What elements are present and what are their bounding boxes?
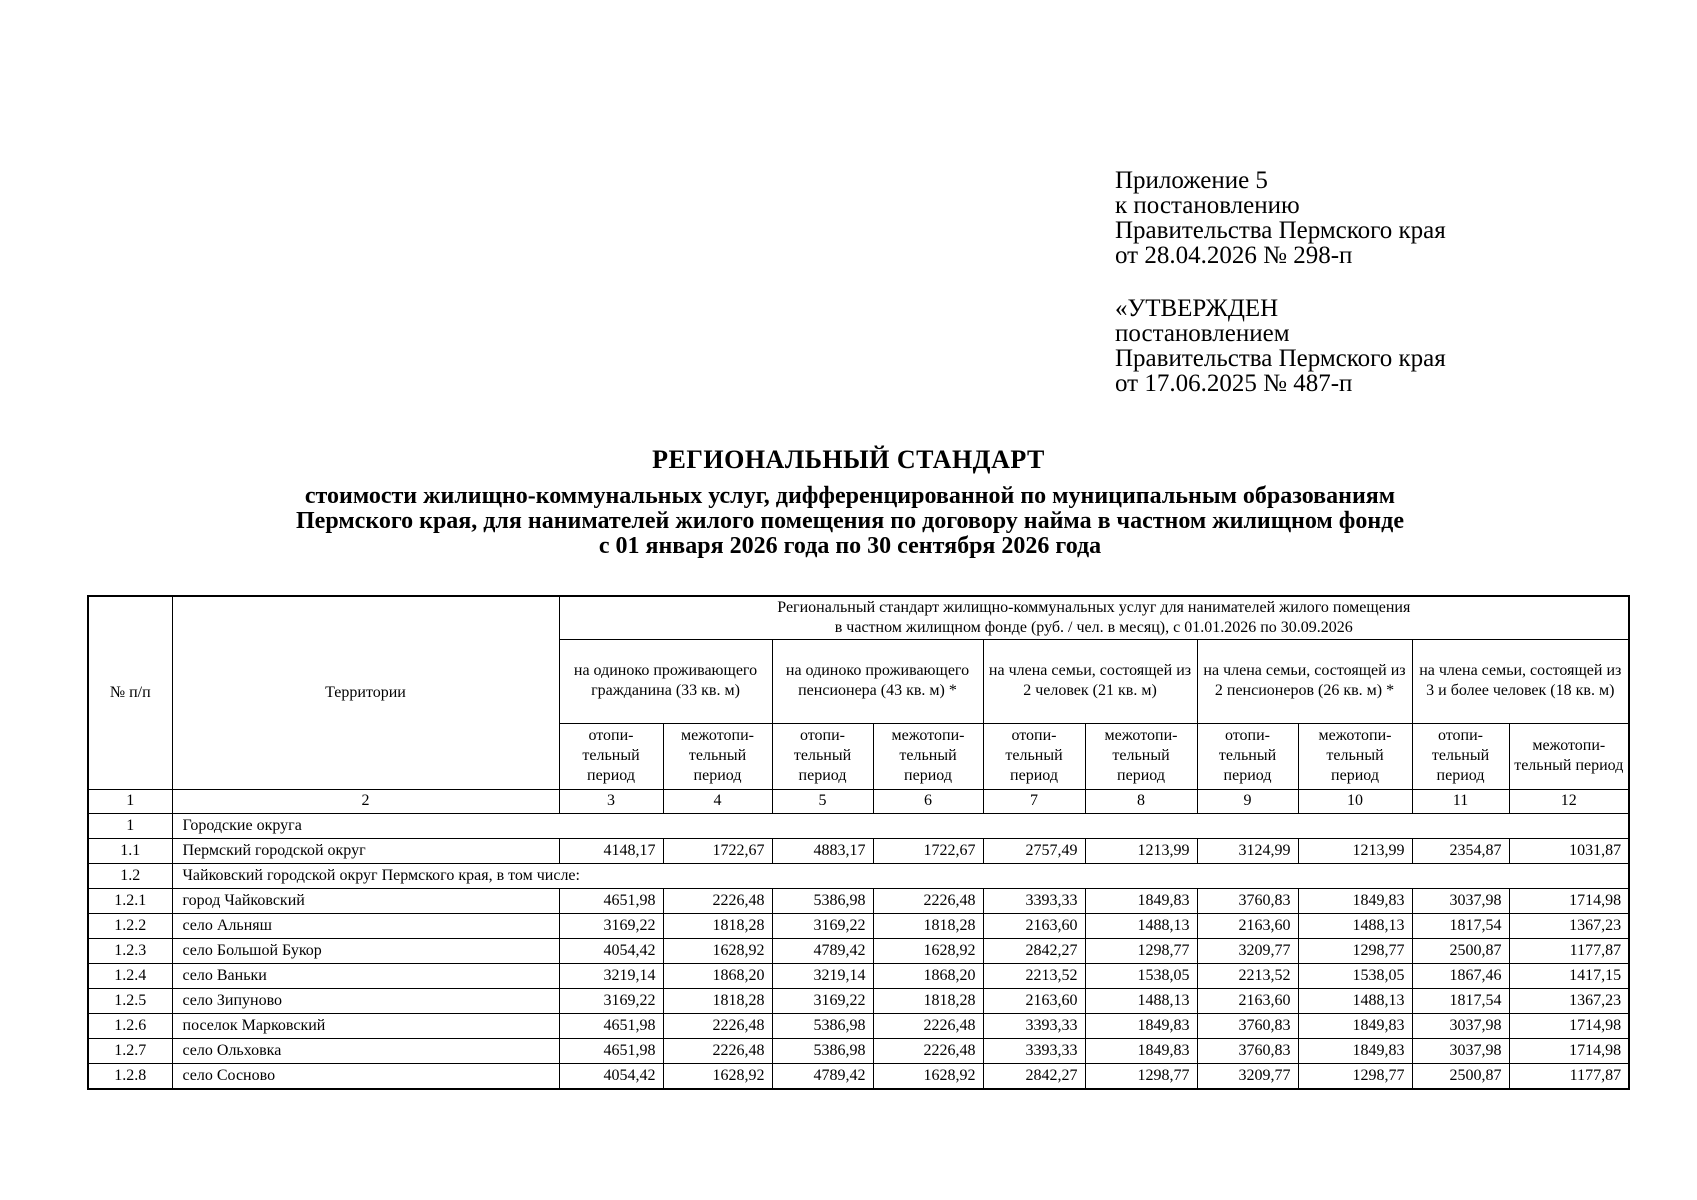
subtitle-line: с 01 января 2026 года по 30 сентября 2026 года [598,533,1102,559]
row-value: 2842,27 [983,938,1085,963]
row-no: 1.1 [88,838,172,863]
column-number: 1 [88,789,172,813]
row-value: 4148,17 [559,838,663,863]
approved-line: от 17.06.2025 № 487-п [1115,370,1353,397]
column-number: 3 [559,789,663,813]
row-value: 3209,77 [1197,938,1298,963]
row-value: 3219,14 [559,963,663,988]
header-group-title-line: Региональный стандарт жилищно-коммунальных услуг для нанимателей жилого помещения [777,598,1411,616]
row-value: 3169,22 [772,988,873,1013]
header-category: на одиноко проживающего пенсионера (43 кв. м) * [772,639,983,723]
approved-block [1115,296,1446,396]
row-value: 3219,14 [772,963,873,988]
row-value: 4651,98 [559,888,663,913]
row-value: 3393,33 [983,1038,1085,1063]
row-value: 1868,20 [873,963,983,988]
row-value: 1213,99 [1085,838,1197,863]
row-territory: село Большой Букор [172,938,559,963]
row-no: 1.2.2 [88,913,172,938]
row-value: 1628,92 [873,1063,983,1089]
row-value: 1722,67 [663,838,772,863]
row-value: 4054,42 [559,938,663,963]
header-nonheating-period: межотопи-тельный период [873,723,983,789]
subtitle-line: Пермского края, для нанимателей жилого помещения по договору найма в частном жилищном фонде [296,508,1404,534]
table-row [88,863,1629,888]
section-name: Городские округа [172,813,1629,838]
column-number: 7 [983,789,1085,813]
row-value: 2842,27 [983,1063,1085,1089]
row-value: 1849,83 [1298,1013,1412,1038]
row-value: 3209,77 [1197,1063,1298,1089]
row-value: 3393,33 [983,888,1085,913]
row-value: 1818,28 [873,913,983,938]
row-value: 1714,98 [1509,1038,1629,1063]
header-group-title [559,596,1629,639]
header-nonheating-period: межотопи-тельный период [1298,723,1412,789]
row-value: 1213,99 [1298,838,1412,863]
table-row [88,888,1629,913]
header-territory: Территории [172,596,559,789]
row-value: 2226,48 [663,888,772,913]
row-value: 3760,83 [1197,888,1298,913]
row-value: 1817,54 [1412,913,1509,938]
column-number: 2 [172,789,559,813]
row-value: 2163,60 [1197,988,1298,1013]
row-no: 1.2.5 [88,988,172,1013]
approved-line: «УТВЕРЖДЕН [1115,295,1279,322]
row-value: 2226,48 [663,1038,772,1063]
row-value: 1722,67 [873,838,983,863]
header-heating-period: отопи-тельный период [1197,723,1298,789]
row-value: 3393,33 [983,1013,1085,1038]
row-value: 2213,52 [1197,963,1298,988]
row-value: 1849,83 [1298,888,1412,913]
row-value: 1298,77 [1298,1063,1412,1089]
header-category: на члена семьи, состоящей из 2 человек (21 кв. м) [983,639,1197,723]
table-row [88,838,1629,863]
row-value: 3169,22 [559,913,663,938]
row-value: 1538,05 [1298,963,1412,988]
row-no: 1.2.6 [88,1013,172,1038]
row-value: 1714,98 [1509,1013,1629,1038]
row-value: 3124,99 [1197,838,1298,863]
header-heating-period: отопи-тельный период [1412,723,1509,789]
column-number: 5 [772,789,873,813]
column-number: 10 [1298,789,1412,813]
row-value: 2500,87 [1412,938,1509,963]
row-no: 1.2 [88,863,172,888]
header-heating-period: отопи-тельный период [559,723,663,789]
section-no: 1 [88,813,172,838]
row-value: 2163,60 [983,988,1085,1013]
row-value: 5386,98 [772,888,873,913]
row-value: 2226,48 [663,1013,772,1038]
row-value: 4054,42 [559,1063,663,1089]
header-category: на члена семьи, состоящей из 3 и более человек (18 кв. м) [1412,639,1629,723]
document-title: РЕГИОНАЛЬНЫЙ СТАНДАРТ [652,445,1045,474]
table-row [88,938,1629,963]
row-value: 4651,98 [559,1038,663,1063]
row-value: 2213,52 [983,963,1085,988]
row-value: 4789,42 [772,938,873,963]
column-number: 8 [1085,789,1197,813]
row-value: 3037,98 [1412,888,1509,913]
subtitle-line: стоимости жилищно-коммунальных услуг, дифференцированной по муниципальным образованиям [304,483,1396,509]
row-value: 1298,77 [1085,938,1197,963]
header-no: № п/п [88,596,172,789]
table-row [88,1063,1629,1089]
row-value: 1849,83 [1298,1038,1412,1063]
header-nonheating-period: межотопи-тельный период [1509,723,1629,789]
row-value: 3169,22 [772,913,873,938]
row-no: 1.2.3 [88,938,172,963]
row-value: 1818,28 [663,988,772,1013]
row-territory: село Ваньки [172,963,559,988]
row-value: 1868,20 [663,963,772,988]
header-group-title-line: в частном жилищном фонде (руб. / чел. в месяц), с 01.01.2026 по 30.09.2026 [834,618,1353,636]
row-value: 4789,42 [772,1063,873,1089]
appendix-block [1115,168,1446,396]
column-number: 9 [1197,789,1298,813]
document-subtitle [150,484,1550,559]
row-value: 1417,15 [1509,963,1629,988]
row-territory: село Сосново [172,1063,559,1089]
header-category: на одиноко проживающего гражданина (33 кв. м) [559,639,772,723]
standard-table [87,595,1630,1090]
row-value: 1849,83 [1085,1038,1197,1063]
table-row [88,1013,1629,1038]
row-value: 1818,28 [873,988,983,1013]
row-value: 1849,83 [1085,1013,1197,1038]
row-value: 2226,48 [873,1038,983,1063]
row-value: 3760,83 [1197,1038,1298,1063]
row-value: 2226,48 [873,1013,983,1038]
row-value: 1538,05 [1085,963,1197,988]
row-territory: Пермский городской округ [172,838,559,863]
row-value: 3037,98 [1412,1038,1509,1063]
row-territory: Чайковский городской округ Пермского края, в том числе: [172,863,1629,888]
row-no: 1.2.8 [88,1063,172,1089]
row-value: 1488,13 [1085,988,1197,1013]
header-heating-period: отопи-тельный период [983,723,1085,789]
row-territory: поселок Марковский [172,1013,559,1038]
row-no: 1.2.4 [88,963,172,988]
row-value: 2226,48 [873,888,983,913]
row-value: 1177,87 [1509,938,1629,963]
row-value: 4883,17 [772,838,873,863]
row-value: 1817,54 [1412,988,1509,1013]
row-value: 1298,77 [1298,938,1412,963]
row-value: 1298,77 [1085,1063,1197,1089]
row-value: 1714,98 [1509,888,1629,913]
approved-line: Правительства Пермского края [1115,345,1446,372]
row-no: 1.2.1 [88,888,172,913]
table-row [88,1038,1629,1063]
header-heating-period: отопи-тельный период [772,723,873,789]
row-territory: село Ольховка [172,1038,559,1063]
row-value: 1628,92 [663,938,772,963]
row-value: 1177,87 [1509,1063,1629,1089]
row-value: 5386,98 [772,1013,873,1038]
column-number: 11 [1412,789,1509,813]
row-value: 2500,87 [1412,1063,1509,1089]
row-territory: город Чайковский [172,888,559,913]
row-value: 2757,49 [983,838,1085,863]
row-value: 1867,46 [1412,963,1509,988]
row-value: 1628,92 [873,938,983,963]
row-value: 1488,13 [1085,913,1197,938]
row-value: 1488,13 [1298,913,1412,938]
row-value: 3037,98 [1412,1013,1509,1038]
table-row [88,963,1629,988]
table-row [88,988,1629,1013]
row-value: 1367,23 [1509,988,1629,1013]
row-value: 2163,60 [1197,913,1298,938]
header-nonheating-period: межотопи-тельный период [1085,723,1197,789]
header-nonheating-period: межотопи-тельный период [663,723,772,789]
row-no: 1.2.7 [88,1038,172,1063]
row-value: 5386,98 [772,1038,873,1063]
row-value: 1628,92 [663,1063,772,1089]
appendix-line: Правительства Пермского края [1115,217,1446,244]
row-value: 2354,87 [1412,838,1509,863]
row-territory: село Зипуново [172,988,559,1013]
row-value: 1488,13 [1298,988,1412,1013]
appendix-line: от 28.04.2026 № 298-п [1115,242,1353,269]
appendix-line: к постановлению [1115,192,1300,219]
row-value: 1849,83 [1085,888,1197,913]
approved-line: постановлением [1115,320,1290,347]
header-category: на члена семьи, состоящей из 2 пенсионеров (26 кв. м) * [1197,639,1412,723]
row-value: 1367,23 [1509,913,1629,938]
row-value: 1818,28 [663,913,772,938]
table-row [88,913,1629,938]
appendix-line: Приложение 5 [1115,167,1268,194]
column-number: 12 [1509,789,1629,813]
row-territory: село Альняш [172,913,559,938]
row-value: 4651,98 [559,1013,663,1038]
row-value: 1031,87 [1509,838,1629,863]
row-value: 2163,60 [983,913,1085,938]
row-value: 3760,83 [1197,1013,1298,1038]
row-value: 3169,22 [559,988,663,1013]
column-number: 6 [873,789,983,813]
column-number: 4 [663,789,772,813]
